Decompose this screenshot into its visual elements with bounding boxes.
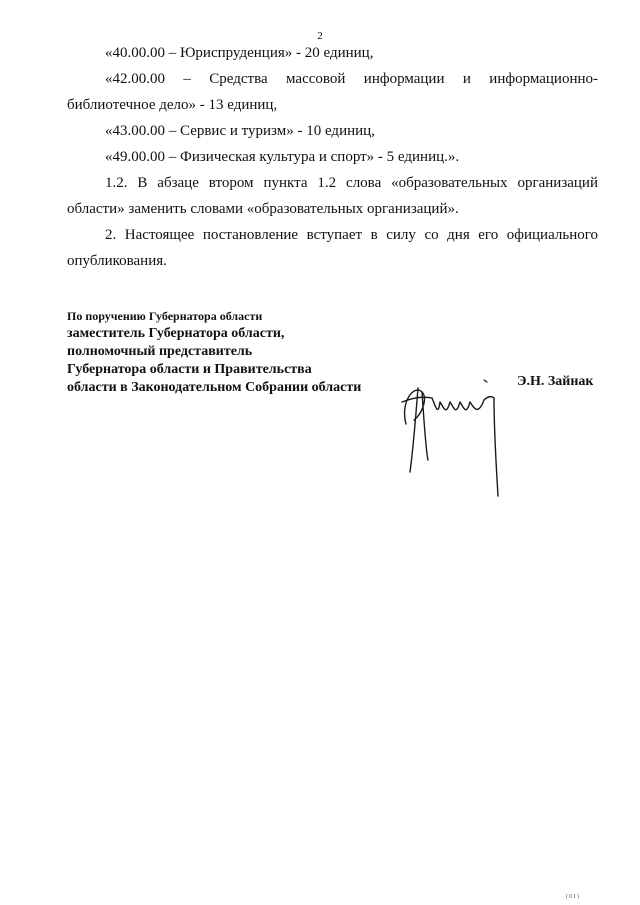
paragraph-specialty-49: «49.00.00 – Физическая культура и спорт» - 5 единиц.». bbox=[105, 149, 460, 165]
paragraph-specialty-43: «43.00.00 – Сервис и туризм» - 10 единиц, bbox=[105, 123, 375, 139]
signer-name: Э.Н. Зайнак bbox=[517, 374, 594, 389]
page-number: 2 bbox=[317, 30, 323, 42]
signature-title-2: полномочный представитель bbox=[67, 344, 253, 359]
signature-on-behalf: По поручению Губернатора области bbox=[67, 309, 263, 323]
signature-title-4: области в Законодательном Собрании области bbox=[67, 380, 362, 395]
signature-title-1: заместитель Губернатора области, bbox=[67, 326, 285, 341]
paragraph-specialty-42: «42.00.00 – Средства массовой информации и информационно-библиотечное дело» - 13 единиц, bbox=[67, 71, 598, 113]
handwritten-signature-icon bbox=[392, 362, 502, 502]
footer-mark: (01) bbox=[566, 894, 580, 900]
document-body bbox=[67, 40, 598, 274]
paragraph-clause-1-2: 1.2. В абзаце втором пункта 1.2 слова «образовательных организаций области» заменить словами «образовательных организаций». bbox=[67, 175, 598, 217]
paragraph-clause-2: 2. Настоящее постановление вступает в силу со дня его официального опубликования. bbox=[67, 227, 598, 269]
signature-title-3: Губернатора области и Правительства bbox=[67, 362, 312, 377]
paragraph-specialty-40: «40.00.00 – Юриспруденция» - 20 единиц, bbox=[105, 45, 374, 61]
